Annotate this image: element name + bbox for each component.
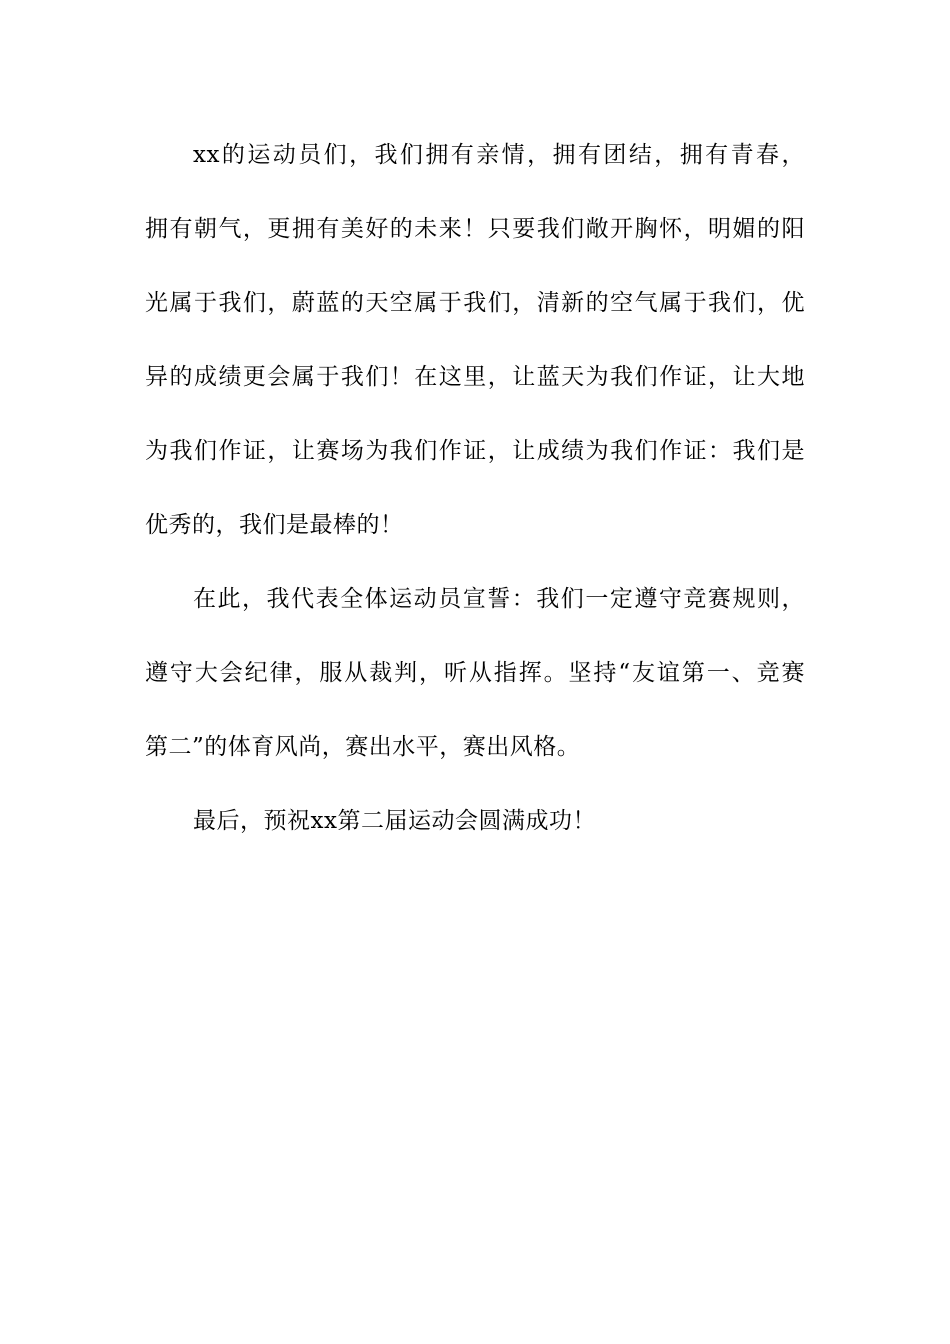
paragraph-closing: [145, 784, 805, 858]
text-line: 在此，我代表全体运动员宣誓：我们一定遵守竞赛规则，: [193, 586, 805, 612]
paragraph-oath: [145, 562, 805, 784]
text-line: 拥有朝气，更拥有美好的未来！只要我们敞开胸怀，明媚的阳: [145, 216, 805, 242]
text-line: 为我们作证，让赛场为我们作证，让成绩为我们作证：我们是: [145, 438, 805, 464]
document-body: [145, 118, 805, 858]
text-line: xx的运动员们，我们拥有亲情，拥有团结，拥有青春，: [193, 142, 805, 168]
text-line: 最后，预祝xx第二届运动会圆满成功！: [193, 808, 596, 834]
text-line: 光属于我们，蔚蓝的天空属于我们，清新的空气属于我们，优: [145, 290, 805, 316]
text-line: 异的成绩更会属于我们！在这里，让蓝天为我们作证，让大地: [145, 364, 805, 390]
text-line: 优秀的，我们是最棒的！: [145, 512, 404, 538]
text-line: 遵守大会纪律，服从裁判，听从指挥。坚持“友谊第一、竞赛: [145, 660, 805, 686]
text-line: 第二”的体育风尚，赛出水平，赛出风格。: [145, 734, 581, 760]
paragraph-athletes: [145, 118, 805, 562]
